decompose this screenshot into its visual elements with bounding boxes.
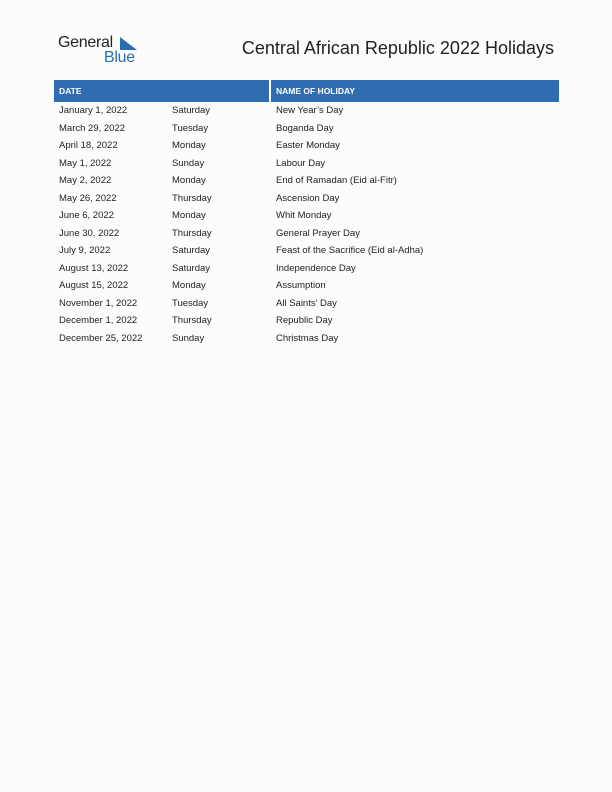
cell-holiday-name: General Prayer Day — [276, 227, 360, 239]
cell-day: Monday — [172, 280, 206, 291]
cell-holiday-name: Republic Day — [276, 315, 333, 326]
cell-holiday-name: Christmas Day — [276, 332, 339, 344]
cell-date: January 1, 2022 — [59, 105, 128, 116]
cell-day: Monday — [172, 210, 206, 221]
cell-holiday-name: Labour Day — [276, 157, 326, 169]
logo-text-general: General — [58, 34, 113, 51]
table-row — [54, 242, 559, 260]
cell-day: Saturday — [172, 262, 211, 274]
cell-holiday-name: Feast of the Sacrifice (Eid al-Adha) — [276, 245, 424, 256]
table-header — [54, 80, 559, 102]
cell-holiday-name: End of Ramadan (Eid al-Fitr) — [276, 175, 397, 186]
cell-date: July 9, 2022 — [59, 245, 111, 256]
header-holiday-name: NAME OF HOLIDAY — [276, 86, 356, 96]
table-row — [54, 312, 559, 330]
logo-text-blue: Blue — [104, 49, 135, 66]
cell-day: Saturday — [172, 105, 211, 116]
cell-day: Monday — [172, 175, 206, 186]
cell-date: April 18, 2022 — [59, 140, 118, 151]
table-body — [54, 102, 559, 347]
cell-date: December 1, 2022 — [59, 315, 138, 326]
page-title: Central African Republic 2022 Holidays — [241, 38, 554, 58]
header-date: DATE — [59, 86, 82, 96]
cell-date: August 13, 2022 — [59, 262, 129, 274]
cell-day: Sunday — [172, 332, 205, 344]
cell-date: March 29, 2022 — [59, 122, 126, 134]
cell-day: Saturday — [172, 245, 211, 256]
cell-holiday-name: All Saints’ Day — [276, 297, 337, 309]
cell-holiday-name: Assumption — [276, 280, 326, 291]
holidays-table — [54, 80, 559, 347]
table-row — [54, 207, 559, 225]
table-row — [54, 330, 559, 348]
table-row — [54, 260, 559, 278]
cell-date: May 2, 2022 — [59, 175, 112, 186]
cell-day: Thursday — [172, 227, 212, 239]
table-row — [54, 155, 559, 173]
cell-day: Monday — [172, 140, 206, 151]
cell-day: Sunday — [172, 157, 205, 169]
table-row — [54, 120, 559, 138]
cell-day: Thursday — [172, 192, 212, 204]
cell-date: May 1, 2022 — [59, 157, 112, 169]
table-row — [54, 172, 559, 190]
cell-holiday-name: Easter Monday — [276, 140, 340, 151]
logo — [58, 34, 148, 68]
header-divider — [269, 80, 271, 102]
cell-day: Tuesday — [172, 122, 209, 134]
cell-date: June 30, 2022 — [59, 227, 120, 239]
cell-holiday-name: Whit Monday — [276, 210, 332, 221]
table-row — [54, 102, 559, 120]
table-row — [54, 225, 559, 243]
cell-date: November 1, 2022 — [59, 297, 138, 309]
cell-holiday-name: New Year’s Day — [276, 105, 344, 116]
table-row — [54, 277, 559, 295]
cell-date: May 26, 2022 — [59, 192, 117, 204]
cell-holiday-name: Ascension Day — [276, 192, 340, 204]
cell-day: Tuesday — [172, 297, 209, 309]
cell-holiday-name: Boganda Day — [276, 122, 334, 134]
cell-date: December 25, 2022 — [59, 332, 143, 344]
cell-date: August 15, 2022 — [59, 280, 129, 291]
table-row — [54, 295, 559, 313]
cell-date: June 6, 2022 — [59, 210, 114, 221]
cell-holiday-name: Independence Day — [276, 262, 356, 274]
table-row — [54, 190, 559, 208]
table-row — [54, 137, 559, 155]
cell-day: Thursday — [172, 315, 212, 326]
